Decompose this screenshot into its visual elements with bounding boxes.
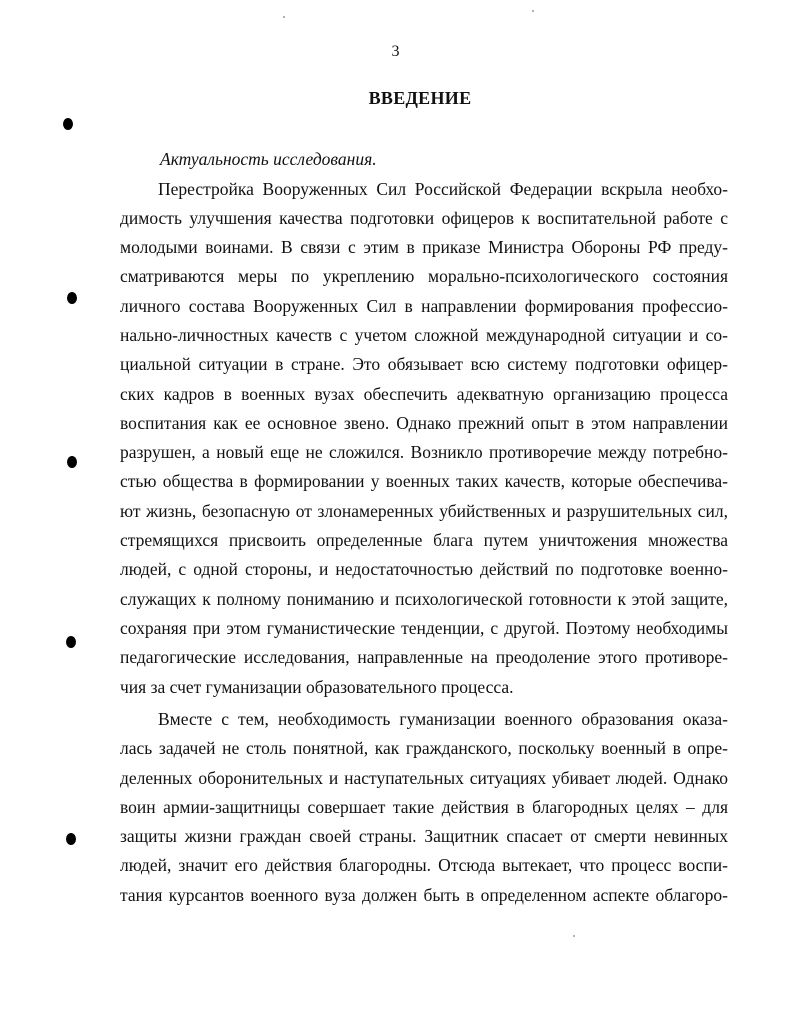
text-line: нально-личностных качеств с учетом сложной международной ситуации и со- (120, 324, 728, 345)
text-line: служащих к полному пониманию и психологической готовности к этой защите, (120, 588, 728, 609)
text-line: лась задачей не столь понятной, как гражданского, поскольку военный в опре- (120, 738, 728, 759)
text-line: чия за счет гуманизации образовательного процесса. (120, 676, 514, 697)
text-line: циальной ситуации в стране. Это обязывает всю систему подготовки офицер- (120, 354, 728, 375)
text-line: молодыми воинами. В связи с этим в приказе Министра Обороны РФ преду- (120, 237, 728, 258)
text-line: людей, с одной стороны, и недостаточностью действий по подготовке военно- (120, 559, 728, 580)
text-line: сохраняя при этом гуманистические тенденции, с другой. Поэтому необходимы (120, 617, 728, 638)
scan-speck (573, 935, 575, 937)
text-line: сматриваются меры по укреплению морально-психологического состояния (120, 266, 728, 287)
paragraph-1 (120, 175, 728, 702)
text-line: стью общества в формировании у военных таких качеств, которые обеспечива- (120, 471, 728, 492)
binding-hole-mark (67, 292, 77, 304)
text-line: тания курсантов военного вуза должен быть в определенном аспекте облагоро- (120, 884, 728, 905)
binding-hole-mark (66, 636, 76, 648)
text-line: педагогические исследования, направленные на преодоление этого противоре- (120, 647, 728, 668)
text-line: деленных оборонительных и наступательных ситуациях убивает людей. Однако (120, 767, 728, 788)
text-line: Вместе с тем, необходимость гуманизации военного образования оказа- (158, 709, 728, 729)
text-line: стремящихся присвоить определенные блага путем уничтожения множества (120, 530, 728, 551)
text-line: Перестройка Вооруженных Сил Российской Федерации вскрыла необхо- (158, 178, 728, 199)
binding-hole-mark (67, 456, 77, 468)
text-line: ют жизнь, безопасную от злонамеренных убийственных и разрушительных сил, (120, 500, 728, 521)
text-line: ских кадров в военных вузах обеспечить адекватную организацию процесса (120, 383, 728, 404)
paragraph-2 (120, 705, 728, 910)
text-line: воин армии-защитницы совершает такие действия в благородных целях – для (120, 796, 728, 817)
text-line: разрушен, а новый еще не сложился. Возникло противоречие между потребно- (120, 442, 728, 463)
section-label (160, 145, 728, 174)
scan-speck (283, 16, 285, 18)
text-line: димость улучшения качества подготовки офицеров к воспитательной работе с (120, 207, 728, 228)
page-number: 3 (391, 43, 400, 60)
text-line: воспитания как ее основное звено. Однако прежний опыт в этом направлении (120, 412, 728, 433)
text-line: защиты жизни граждан своей страны. Защитник спасает от смерти невинных (120, 826, 728, 847)
binding-hole-mark (63, 118, 73, 130)
scan-speck (532, 10, 534, 12)
binding-hole-mark (66, 833, 76, 845)
page-heading: ВВЕДЕНИЕ (368, 88, 472, 108)
text-line: личного состава Вооруженных Сил в направлении формирования профессио- (120, 295, 728, 316)
section-label-text: Актуальность исследования. (160, 149, 377, 169)
text-line: людей, значит его действия благородны. Отсюда вытекает, что процесс воспи- (120, 855, 728, 876)
